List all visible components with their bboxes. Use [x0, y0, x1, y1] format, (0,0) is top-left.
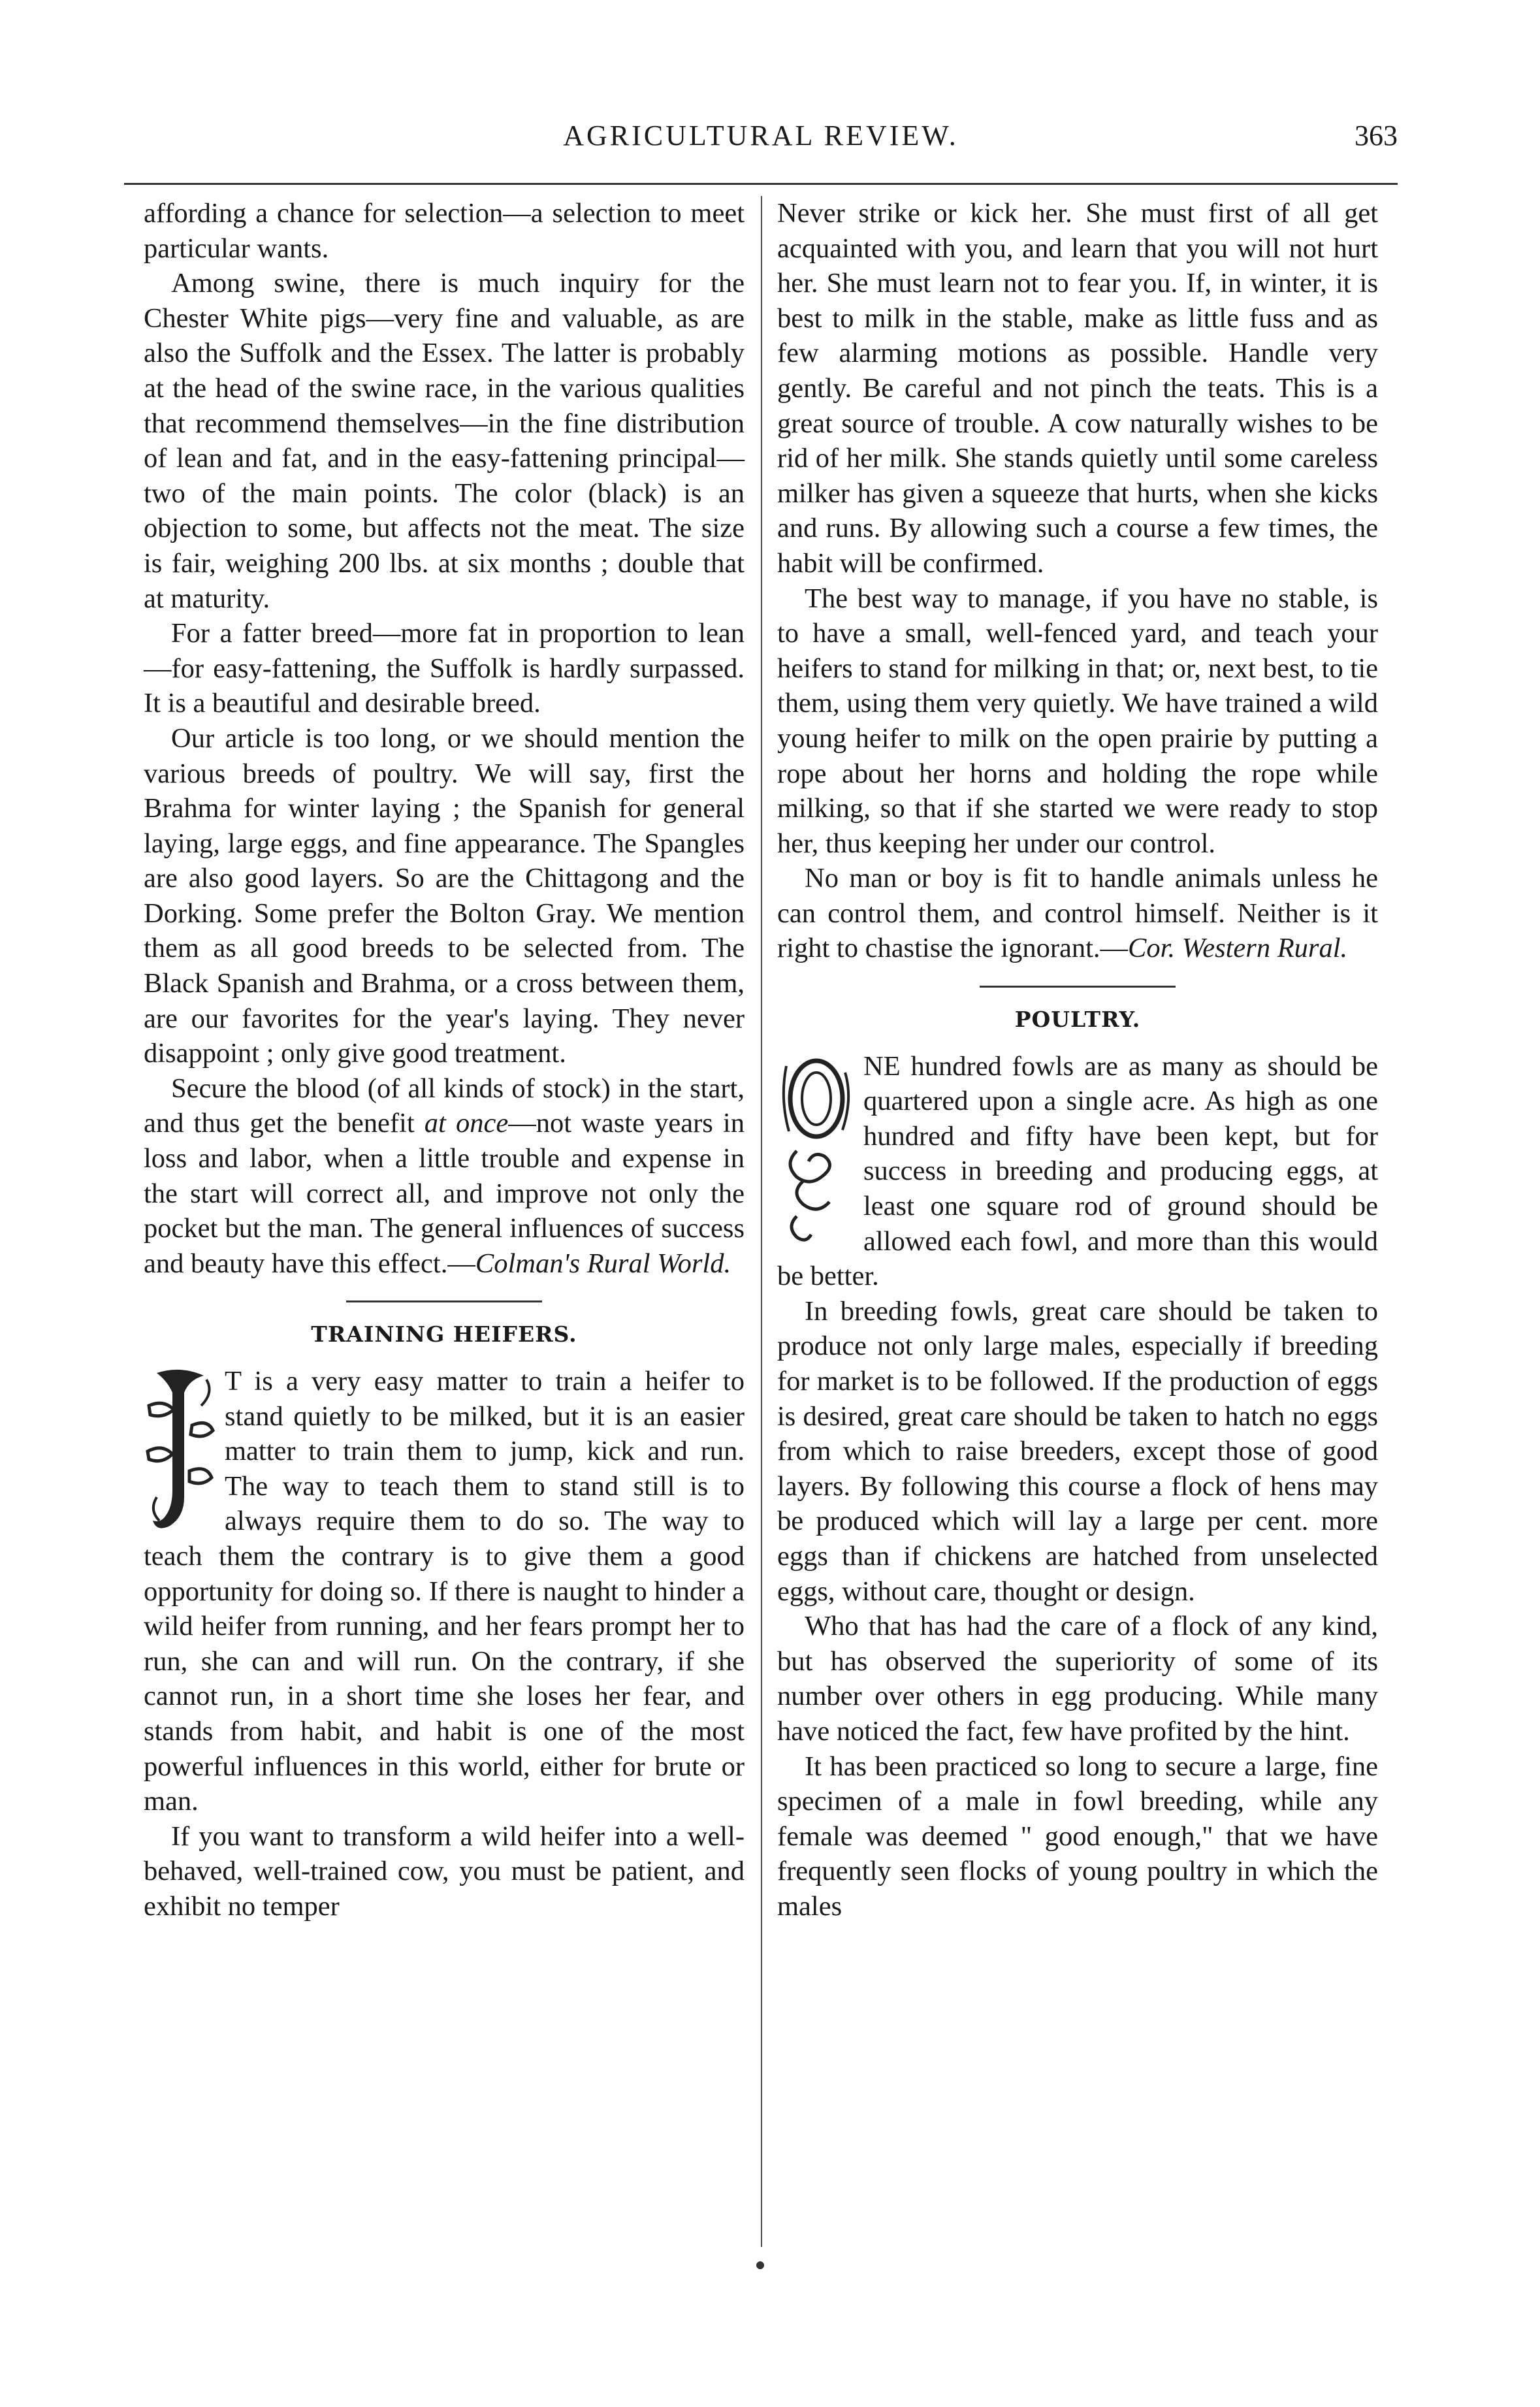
paragraph-text: No man or boy is fit to handle animals unless he can control them, and control himself. Neither is it right to chastise the ignorant.—	[777, 863, 1378, 964]
running-head	[124, 111, 1398, 170]
ornamental-initial-i	[144, 1366, 217, 1536]
paragraph	[144, 1071, 745, 1282]
paragraph: If you want to transform a wild heifer into a well-behaved, well-trained cow, you must be patient, and exhibit no temper	[144, 1820, 745, 1922]
paragraph-text: Secure the blood (of all kinds of stock) in the start, and thus get the benefit	[144, 1073, 745, 1139]
paragraph-text: T is a very easy matter to train a heifer to stand quietly to be milked, but it is an easier matter to train them to jump, kick and run. The way to teach them to stand still is to always require them to do so. The way to teach them the contrary is to give them a good opportunity for doing so. If there is naught to hinder a wild heifer from running, and her fears prompt her to run, she can and will run. On the contrary, if she cannot run, in a short time she loses her fear, and stands from habit, and habit is one of the most powerful influences in this world, either for brute or man.	[144, 1366, 745, 1817]
paragraph: It has been practiced so long to secure a large, fine specimen of a male in fowl breeding, while any female was deemed " good enough," that we have frequently seen flocks of young poultry in which the males	[777, 1751, 1378, 1922]
left-column	[144, 196, 745, 1924]
emphasis-text: at once	[424, 1108, 509, 1139]
printer-mark	[756, 2261, 764, 2269]
header-rule	[124, 183, 1398, 185]
paragraph-text: NE hundred fowls are as many as should be quartered upon a single acre. As high as one hundred and fifty have been kept, but for success in breeding and producing eggs, at least one square rod of ground should be allowed each fowl, and more than this would be better.	[777, 1050, 1378, 1292]
paragraph: Our article is too long, or we should mention the various breeds of poultry. We will say, first the Brahma for winter laying ; the Spanish for general laying, large eggs, and fine appearance. The Spangles are also good layers. So are the Chittagong and the Dorking. Some prefer the Bolton Gray. We mention them as all good breeds to be selected from. The Black Spanish and Brahma, or a cross between them, are our favorites for the year's laying. They never disappoint ; only give good treatment.	[144, 722, 745, 1069]
ornamental-initial-o	[777, 1053, 854, 1249]
page-number: 363	[1355, 120, 1398, 152]
paragraph	[144, 1364, 745, 1819]
paragraph: In breeding fowls, great care should be taken to produce not only large males, especially if breeding for market is to be followed. If the production of eggs is desired, great care should be taken to hatch no eggs from which to raise breeders, except those of good layers. By following this course a flock of hens may be produced which will lay a large per cent. more eggs than if chickens are hatched from unselected eggs, without care, thought or design.	[777, 1295, 1378, 1607]
paragraph: For a fatter breed—more fat in proportion to lean—for easy-fattening, the Suffolk is hardly surpassed. It is a beautiful and desirable breed.	[144, 618, 745, 719]
section-divider	[346, 1300, 542, 1302]
section-title-training-heifers: TRAINING HEIFERS.	[311, 1321, 577, 1348]
journal-title: AGRICULTURAL REVIEW.	[563, 120, 959, 152]
paragraph-text: —not waste years in loss and labor, when a little trouble and expense in the start will correct all, and improve not only the pocket but the man. The general influences of success and beauty have this effect.—	[144, 1108, 745, 1279]
paragraph: affording a chance for selection—a selection to meet particular wants.	[144, 198, 745, 264]
section-divider	[980, 986, 1176, 988]
right-column	[777, 196, 1378, 1924]
paragraph: Never strike or kick her. She must first of all get acquainted with you, and learn that you will not hurt her. She must learn not to fear you. If, in winter, it is best to milk in the stable, make as little fuss and as few alarming motions as possible. Handle very gently. Be careful and not pinch the teats. This is a great source of trouble. A cow naturally wishes to be rid of her milk. She stands quietly until some careless milker has given a squeeze that hurts, when she kicks and runs. By allowing such a course a few times, the habit will be confirmed.	[777, 198, 1378, 579]
paragraph: Among swine, there is much inquiry for the Chester White pigs—very fine and valuable, as are also the Suffolk and the Essex. The latter is probably at the head of the swine race, in the various qualities that recommend themselves—in the fine distribution of lean and fat, and in the easy-fattening principal—two of the main points. The color (black) is an objection to some, but affects not the meat. The size is fair, weighing 200 lbs. at six months ; double that at maturity.	[144, 268, 745, 614]
paragraph: Who that has had the care of a flock of any kind, but has observed the superiority of some of its number over others in egg producing. While many have noticed the fact, few have profited by the hint.	[777, 1611, 1378, 1747]
column-divider	[761, 196, 762, 2247]
source-credit: Cor. Western Rural.	[1128, 933, 1348, 964]
source-credit: Colman's Rural World.	[475, 1248, 731, 1279]
section-title-poultry: POULTRY.	[1014, 1007, 1141, 1033]
paragraph: The best way to manage, if you have no stable, is to have a small, well-fenced yard, and teach your heifers to stand for milking in that; or, next best, to tie them, using them very quietly. We have trained a wild young heifer to milk on the open prairie by putting a rope about her horns and holding the rope while milking, so that if she started we were ready to stop her, thus keeping her under our control.	[777, 583, 1378, 859]
paragraph	[777, 1049, 1378, 1294]
paragraph	[777, 861, 1378, 966]
